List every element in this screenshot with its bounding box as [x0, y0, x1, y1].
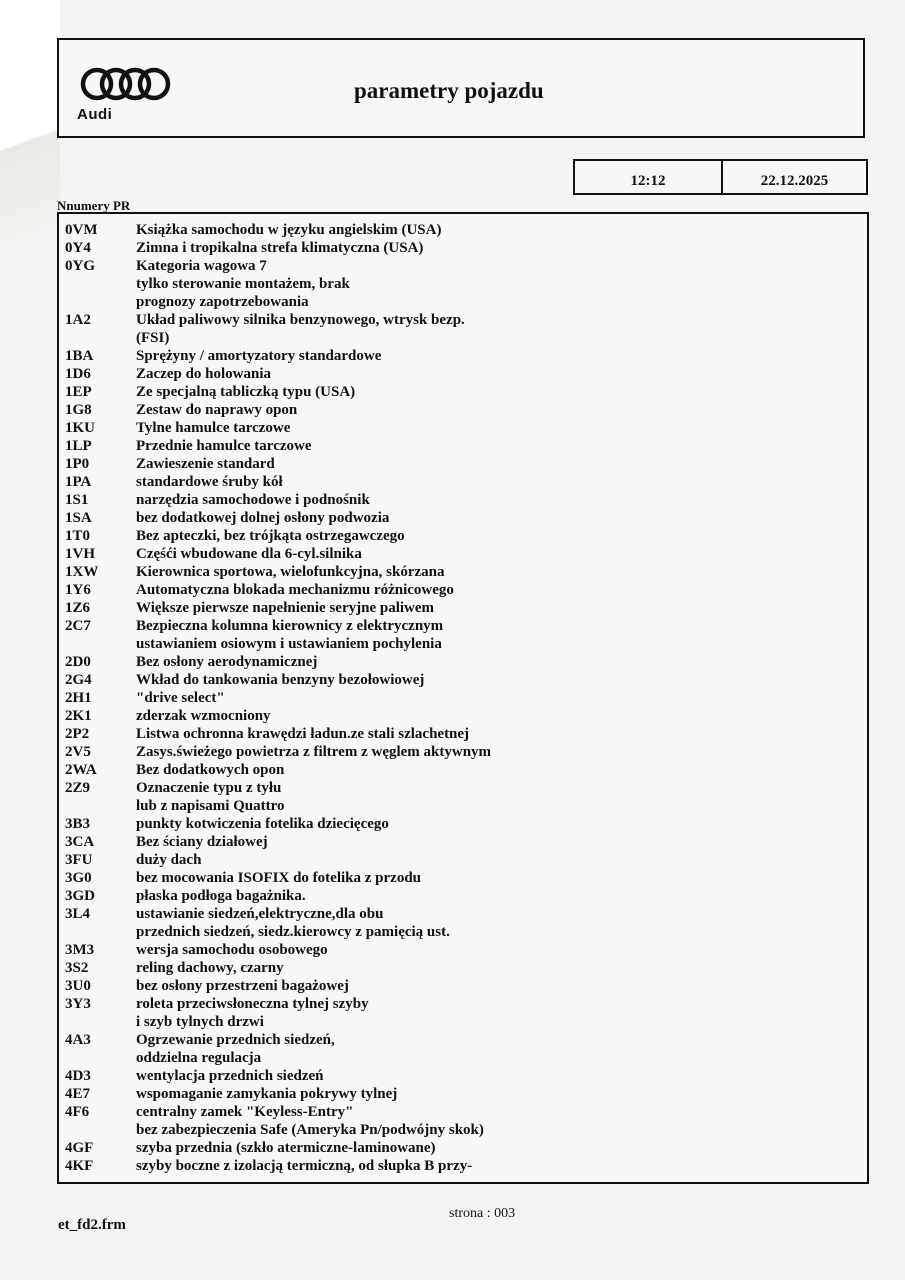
pr-description: Zimna i tropikalna strefa klimatyczna (USA)	[136, 240, 424, 256]
pr-row	[65, 977, 861, 995]
pr-description: Zaczep do holowania	[136, 366, 272, 382]
pr-code: 4KF	[65, 1158, 94, 1174]
pr-code: 3G0	[65, 870, 92, 886]
pr-code: 3S2	[65, 960, 89, 976]
pr-row	[65, 365, 861, 383]
pr-row	[65, 455, 861, 473]
pr-code: 3CA	[65, 834, 95, 850]
pr-description: Oznaczenie typu z tyłu lub z napisami Quattro	[136, 780, 285, 814]
pr-description: Wkład do tankowania benzyny bezołowiowej	[136, 672, 425, 688]
paper-fold	[0, 0, 60, 250]
pr-code: 1EP	[65, 384, 92, 400]
pr-description: Większe pierwsze napełnienie seryjne paliwem	[136, 600, 435, 616]
pr-code: 4D3	[65, 1068, 91, 1084]
pr-description: Zawieszenie standard	[136, 456, 275, 472]
pr-code: 3GD	[65, 888, 95, 904]
pr-code: 3L4	[65, 906, 91, 922]
pr-row	[65, 473, 861, 491]
pr-description: wspomaganie zamykania pokrywy tylnej	[136, 1086, 398, 1102]
pr-code: 2WA	[65, 762, 97, 778]
pr-code: 1SA	[65, 510, 92, 526]
pr-row	[65, 545, 861, 563]
pr-row	[65, 1139, 861, 1157]
pr-description: Bez apteczki, bez trójkąta ostrzegawczego	[136, 528, 405, 544]
pr-row	[65, 509, 861, 527]
pr-code: 2Z9	[65, 780, 91, 796]
pr-code: 0Y4	[65, 240, 91, 256]
pr-row	[65, 1103, 861, 1139]
pr-description: Zasys.świeżego powietrza z filtrem z węglem aktywnym	[136, 744, 492, 760]
pr-description: duży dach	[136, 852, 202, 868]
pr-code: 4E7	[65, 1086, 91, 1102]
pr-row	[65, 743, 861, 761]
pr-code: 1G8	[65, 402, 92, 418]
pr-description: bez mocowania ISOFIX do fotelika z przodu	[136, 870, 421, 886]
pr-description: "drive select"	[136, 690, 225, 706]
pr-numbers-list	[57, 212, 869, 1184]
pr-row	[65, 347, 861, 365]
pr-code: 1BA	[65, 348, 94, 364]
pr-row	[65, 527, 861, 545]
pr-description: roleta przeciwsłoneczna tylnej szyby i szyb tylnych drzwi	[136, 996, 369, 1030]
pr-row	[65, 815, 861, 833]
header-box	[57, 38, 865, 138]
pr-rows	[65, 221, 861, 1175]
pr-row	[65, 887, 861, 905]
pr-code: 1PA	[65, 474, 92, 490]
pr-description: płaska podłoga bagażnika.	[136, 888, 306, 904]
pr-code: 3FU	[65, 852, 93, 868]
pr-description: bez dodatkowej dolnej osłony podwozia	[136, 510, 390, 526]
pr-description: zderzak wzmocniony	[136, 708, 271, 724]
pr-description: standardowe śruby kół	[136, 474, 283, 490]
pr-description: Bezpieczna kolumna kierownicy z elektrycznym ustawianiem osiowym i ustawianiem pochylenia	[136, 618, 444, 652]
pr-code: 3U0	[65, 978, 91, 994]
pr-description: Tylne hamulce tarczowe	[136, 420, 291, 436]
pr-row	[65, 761, 861, 779]
pr-row	[65, 1157, 861, 1175]
pr-description: reling dachowy, czarny	[136, 960, 284, 976]
pr-code: 3M3	[65, 942, 95, 958]
pr-description: centralny zamek "Keyless-Entry" bez zabezpieczenia Safe (Ameryka Pn/podwójny skok)	[136, 1104, 484, 1138]
pr-description: szyby boczne z izolacją termiczną, od słupka B przy-	[136, 1158, 473, 1174]
pr-description: narzędzia samochodowe i podnośnik	[136, 492, 370, 508]
pr-description: Kierownica sportowa, wielofunkcyjna, skórzana	[136, 564, 445, 580]
pr-description: Listwa ochronna krawędzi ładun.ze stali szlachetnej	[136, 726, 470, 742]
pr-description: Bez osłony aerodynamicznej	[136, 654, 318, 670]
pr-description: Sprężyny / amortyzatory standardowe	[136, 348, 382, 364]
pr-row	[65, 707, 861, 725]
pr-code: 4F6	[65, 1104, 90, 1120]
pr-row	[65, 491, 861, 509]
pr-row	[65, 671, 861, 689]
pr-row	[65, 689, 861, 707]
pr-description: Częśći wbudowane dla 6-cyl.silnika	[136, 546, 362, 562]
pr-code: 2K1	[65, 708, 92, 724]
pr-code: 1VH	[65, 546, 95, 562]
pr-row	[65, 833, 861, 851]
pr-code: 1P0	[65, 456, 90, 472]
pr-description: wentylacja przednich siedzeń	[136, 1068, 324, 1084]
pr-row	[65, 383, 861, 401]
pr-row	[65, 941, 861, 959]
pr-row	[65, 401, 861, 419]
pr-code: 2V5	[65, 744, 91, 760]
page-number: strona : 003	[449, 1206, 516, 1221]
pr-row	[65, 779, 861, 815]
pr-description: szyba przednia (szkło atermiczne-laminowane)	[136, 1140, 436, 1156]
pr-code: 2D0	[65, 654, 91, 670]
pr-row	[65, 239, 861, 257]
pr-row	[65, 959, 861, 977]
pr-row	[65, 221, 861, 239]
pr-row	[65, 581, 861, 599]
time-date-box	[573, 159, 868, 195]
pr-description: Przednie hamulce tarczowe	[136, 438, 312, 454]
pr-row	[65, 437, 861, 455]
pr-code: 4GF	[65, 1140, 94, 1156]
pr-code: 2G4	[65, 672, 92, 688]
pr-code: 1XW	[65, 564, 99, 580]
pr-row	[65, 563, 861, 581]
time-value: 12:12	[575, 161, 723, 193]
pr-row	[65, 995, 861, 1031]
pr-row	[65, 653, 861, 671]
pr-description: punkty kotwiczenia fotelika dziecięcego	[136, 816, 389, 832]
pr-code: 2H1	[65, 690, 92, 706]
logo-text: Audi	[77, 106, 113, 123]
pr-code: 0VM	[65, 222, 98, 238]
pr-row	[65, 311, 861, 347]
pr-row	[65, 905, 861, 941]
pr-code: 1T0	[65, 528, 91, 544]
pr-code: 0YG	[65, 258, 95, 274]
pr-row	[65, 1067, 861, 1085]
pr-description: bez osłony przestrzeni bagażowej	[136, 978, 349, 994]
page-title: parametry pojazdu	[354, 78, 544, 103]
pr-code: 3B3	[65, 816, 91, 832]
pr-row	[65, 1085, 861, 1103]
pr-code: 1D6	[65, 366, 91, 382]
pr-row	[65, 725, 861, 743]
pr-code: 2P2	[65, 726, 90, 742]
pr-description: Ogrzewanie przednich siedzeń, oddzielna regulacja	[136, 1032, 335, 1066]
pr-description: Bez dodatkowych opon	[136, 762, 285, 778]
pr-row	[65, 869, 861, 887]
pr-description: Książka samochodu w języku angielskim (USA)	[136, 222, 442, 238]
pr-row	[65, 617, 861, 653]
audi-rings-icon	[79, 64, 173, 104]
pr-row	[65, 419, 861, 437]
pr-code: 1S1	[65, 492, 89, 508]
pr-code: 1KU	[65, 420, 95, 436]
section-label: Nnumery PR	[57, 198, 131, 213]
date-value: 22.12.2025	[760, 172, 829, 189]
pr-description: Kategoria wagowa 7 tylko sterowanie montażem, brak prognozy zapotrzebowania	[136, 258, 350, 310]
pr-description: ustawianie siedzeń,elektryczne,dla obu przednich siedzeń, siedz.kierowcy z pamięcią ust.	[136, 906, 450, 940]
pr-row	[65, 1031, 861, 1067]
pr-code: 1LP	[65, 438, 92, 454]
pr-row	[65, 599, 861, 617]
pr-description: Bez ściany działowej	[136, 834, 268, 850]
pr-row	[65, 257, 861, 311]
pr-description: wersja samochodu osobowego	[136, 942, 328, 958]
pr-code: 3Y3	[65, 996, 91, 1012]
pr-description: Zestaw do naprawy opon	[136, 402, 298, 418]
pr-description: Automatyczna blokada mechanizmu różnicowego	[136, 582, 454, 598]
pr-code: 4A3	[65, 1032, 91, 1048]
pr-row	[65, 851, 861, 869]
pr-code: 1Y6	[65, 582, 91, 598]
pr-code: 1Z6	[65, 600, 91, 616]
pr-description: Ze specjalną tabliczką typu (USA)	[136, 384, 356, 400]
pr-code: 2C7	[65, 618, 91, 634]
pr-code: 1A2	[65, 312, 91, 328]
form-name: et_fd2.frm	[58, 1217, 126, 1233]
pr-description: Układ paliwowy silnika benzynowego, wtrysk bezp. (FSI)	[136, 312, 465, 346]
